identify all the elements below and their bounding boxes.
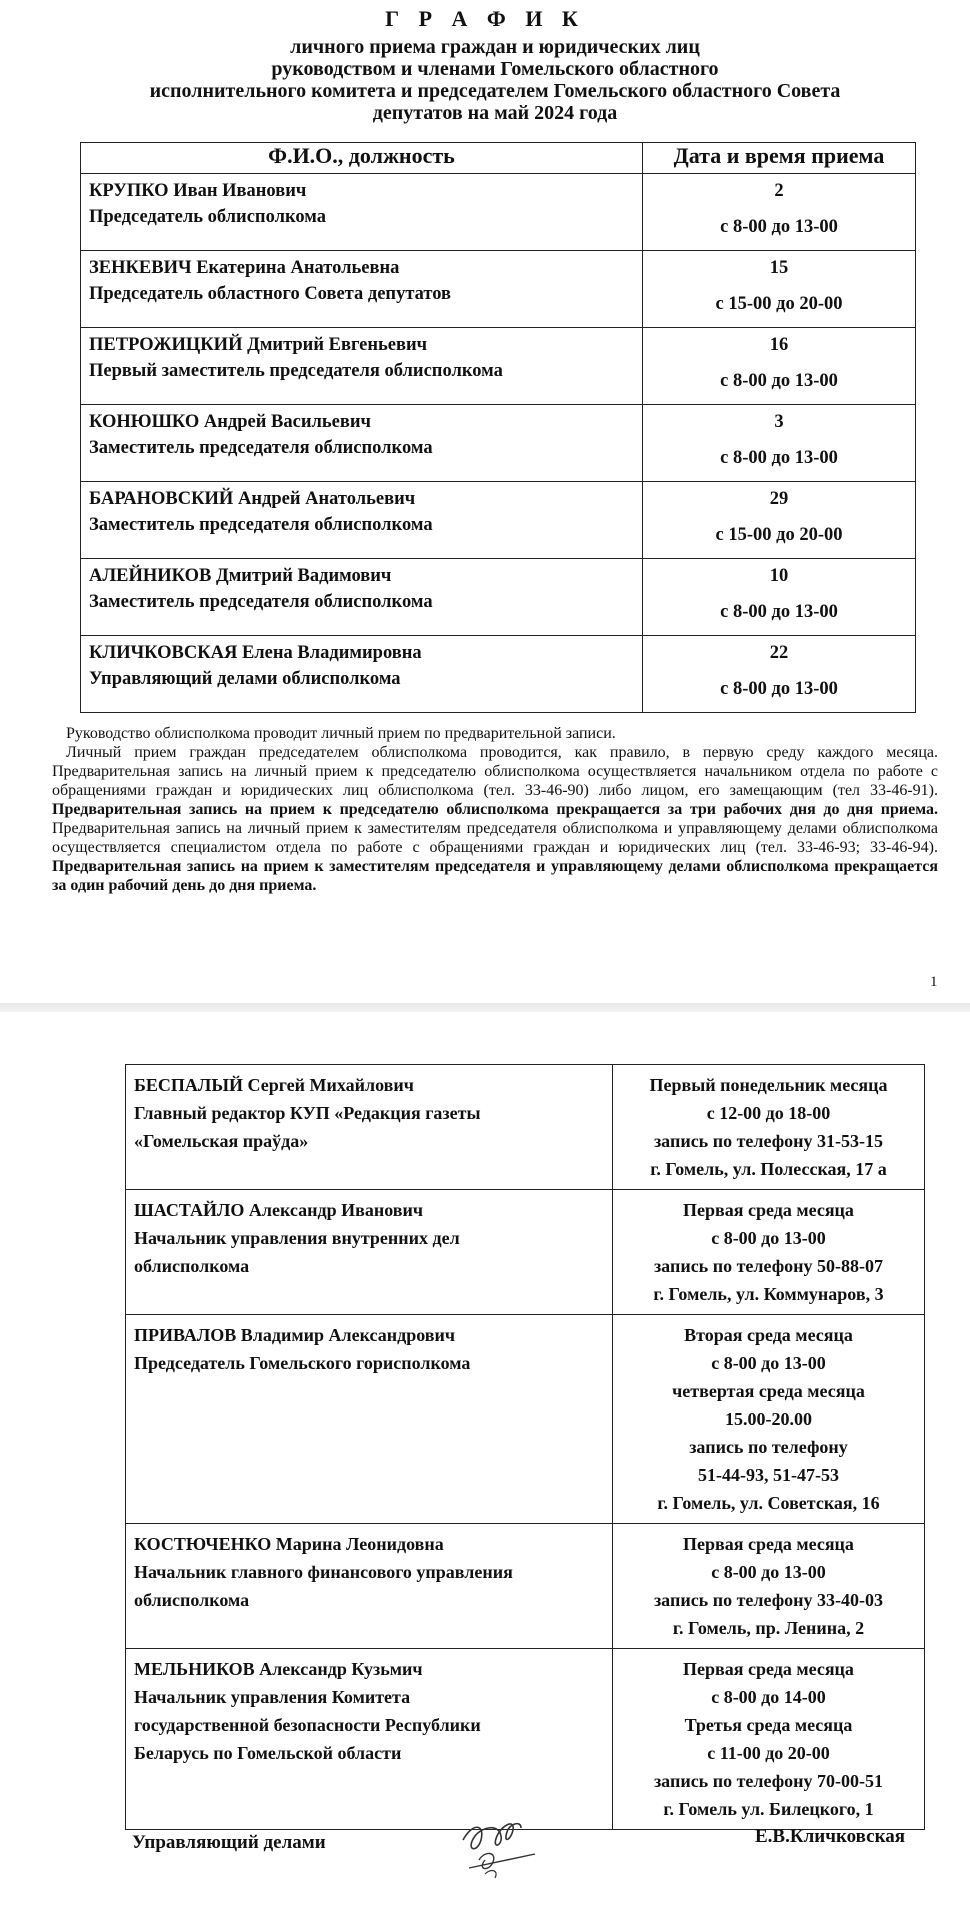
reception-time: с 8-00 до 13-00: [720, 217, 838, 237]
reception-info-line: запись по телефону 70-00-51: [653, 1771, 884, 1791]
reception-day: 15: [769, 258, 789, 278]
schedule-cell: [643, 174, 916, 251]
person-surname: АЛЕЙНИКОВ: [89, 566, 212, 586]
person-given-names: Андрей Анатольевич: [237, 489, 416, 509]
reception-info-line: 51-44-93, 51-47-53: [698, 1465, 839, 1485]
reception-info-line: Первый понедельник месяца: [649, 1075, 888, 1095]
table-row: [81, 405, 916, 482]
official-text-line: ПРИВАЛОВ Владимир Александрович: [134, 1325, 456, 1345]
official-cell: [126, 1190, 613, 1315]
person-position: Заместитель председателя облисполкома: [89, 592, 433, 612]
document-title: Г Р А Ф И К: [385, 6, 585, 31]
note-text-c: Предварительная запись на личный прием к заместителям председателя облисполкома и управляющему делами облисполкома осуществляется специалистом отдела по работе с обращениями граждан и юридических лиц (тел. 33-46-93; 33-46-94).: [52, 820, 938, 856]
person-surname: БАРАНОВСКИЙ: [89, 489, 234, 509]
signatory-name: Е.В.Кличковская: [755, 1826, 906, 1847]
person-fullname: [89, 563, 634, 589]
reception-info-line: четвертая среда месяца: [672, 1381, 865, 1401]
schedule-cell: [643, 482, 916, 559]
official-text-line: МЕЛЬНИКОВ Александр Кузьмич: [134, 1659, 423, 1679]
table-header-row: [81, 143, 916, 174]
person-given-names: Иван Иванович: [173, 181, 307, 201]
heading-line-2: руководством и членами Гомельского областного: [271, 58, 719, 80]
person-position: Заместитель председателя облисполкома: [89, 438, 433, 458]
person-given-names: Дмитрий Вадимович: [215, 566, 392, 586]
note-text-d: Предварительная запись на прием к заместителям председателя и управляющему делами облисполкома прекращается за один рабочий день до дня приема.: [52, 858, 938, 894]
official-cell: [126, 1524, 613, 1649]
table-row: [81, 636, 916, 713]
heading-line-4: депутатов на май 2024 года: [372, 102, 618, 124]
reception-info-line: запись по телефону: [689, 1437, 848, 1457]
reception-info-line: Вторая среда месяца: [684, 1325, 853, 1345]
official-text-line: облисполкома: [134, 1590, 250, 1610]
reception-time: с 15-00 до 20-00: [715, 525, 843, 545]
table-row: [81, 251, 916, 328]
reception-day: 3: [774, 412, 784, 432]
reception-info-cell: [613, 1065, 925, 1190]
signature-mark: [455, 1810, 545, 1890]
note-text-b: Предварительная запись на прием к председателю облисполкома прекращается за три рабочих дня до дня приема.: [52, 801, 938, 818]
person-cell: [81, 174, 643, 251]
person-surname: ПЕТРОЖИЦКИЙ: [89, 335, 243, 355]
person-cell: [81, 251, 643, 328]
reception-info-line: г. Гомель, пр. Ленина, 2: [672, 1618, 865, 1638]
note-text-a: Личный прием граждан председателем облисполкома проводится, как правило, в первую среду каждого месяца. Предварительная запись на личный прием к председателю облисполкома осуществляется начальником отдела по работе с обращениями граждан и юридических лиц облисполкома (тел. 33-46-90) либо лицом, его замещающим (тел 33-46-91).: [52, 744, 938, 799]
heading-line-1: личного приема граждан и юридических лиц: [290, 36, 700, 58]
reception-info-line: Первая среда месяца: [683, 1659, 854, 1679]
schedule-cell: [643, 328, 916, 405]
person-fullname: [89, 486, 634, 512]
reception-day: 10: [769, 566, 789, 586]
person-position: Заместитель председателя облисполкома: [89, 515, 433, 535]
column-header-time: Дата и время приема: [643, 143, 916, 174]
person-surname: КЛИЧКОВСКАЯ: [89, 643, 238, 663]
reception-info-line: Первая среда месяца: [683, 1534, 854, 1554]
person-fullname: [89, 255, 634, 281]
person-given-names: Дмитрий Евгеньевич: [247, 335, 428, 355]
table-row: [126, 1190, 925, 1315]
reception-day: 2: [774, 181, 784, 201]
reception-info-cell: [613, 1315, 925, 1524]
table-row: [81, 328, 916, 405]
note-paragraph-2: [52, 743, 938, 895]
official-cell: [126, 1315, 613, 1524]
person-position: Председатель облисполкома: [89, 207, 326, 227]
table-row: [81, 174, 916, 251]
person-surname: ЗЕНКЕВИЧ: [89, 258, 192, 278]
official-text-line: ШАСТАЙЛО Александр Иванович: [134, 1200, 423, 1220]
table-row: [81, 482, 916, 559]
reception-info-cell: [613, 1649, 925, 1830]
person-position: Управляющий делами облисполкома: [89, 669, 401, 689]
schedule-cell: [643, 636, 916, 713]
reception-info-line: Третья среда месяца: [684, 1715, 853, 1735]
table-row: [126, 1649, 925, 1830]
reception-info-line: г. Гомель, ул. Коммунаров, 3: [653, 1284, 884, 1304]
official-cell: [126, 1649, 613, 1830]
column-header-name: Ф.И.О., должность: [81, 143, 643, 174]
reception-info-line: с 8-00 до 13-00: [711, 1353, 826, 1373]
reception-day: 16: [769, 335, 789, 355]
person-position: Председатель областного Совета депутатов: [89, 284, 452, 304]
reception-info-line: запись по телефону 50-88-07: [653, 1256, 884, 1276]
reception-time: с 8-00 до 13-00: [720, 602, 838, 622]
note-paragraph-1: Руководство облисполкома проводит личный прием по предварительной записи.: [66, 725, 616, 742]
official-text-line: Беларусь по Гомельской области: [134, 1743, 402, 1763]
reception-info-cell: [613, 1190, 925, 1315]
official-text-line: Начальник главного финансового управления: [134, 1562, 513, 1582]
person-given-names: Андрей Васильевич: [203, 412, 371, 432]
official-text-line: государственной безопасности Республики: [134, 1715, 481, 1735]
reception-info-line: запись по телефону 33-40-03: [653, 1590, 884, 1610]
page-number: 1: [930, 974, 938, 990]
official-text-line: Председатель Гомельского горисполкома: [134, 1353, 471, 1373]
table-row: [81, 559, 916, 636]
reception-time: с 8-00 до 13-00: [720, 448, 838, 468]
reception-info-cell: [613, 1524, 925, 1649]
official-text-line: «Гомельская праўда»: [134, 1131, 309, 1151]
person-fullname: [89, 332, 634, 358]
person-surname: КРУПКО: [89, 181, 169, 201]
person-cell: [81, 405, 643, 482]
official-text-line: Начальник управления внутренних дел: [134, 1228, 460, 1248]
schedule-table-officials: [125, 1064, 925, 1830]
person-given-names: Елена Владимировна: [241, 643, 422, 663]
reception-info-line: г. Гомель, ул. Полесская, 17 а: [650, 1159, 887, 1179]
reception-info-line: с 11-00 до 20-00: [707, 1743, 830, 1763]
person-cell: [81, 636, 643, 713]
reception-time: с 8-00 до 13-00: [720, 371, 838, 391]
reception-info-line: с 8-00 до 13-00: [711, 1228, 826, 1248]
person-position: Первый заместитель председателя облисполкома: [89, 361, 503, 381]
table-row: [126, 1315, 925, 1524]
official-text-line: облисполкома: [134, 1256, 250, 1276]
reception-info-line: Первая среда месяца: [683, 1200, 854, 1220]
heading-line-3: исполнительного комитета и председателем Гомельского областного Совета: [149, 80, 841, 102]
official-text-line: БЕСПАЛЫЙ Сергей Михайлович: [134, 1075, 414, 1095]
reception-info-line: с 12-00 до 18-00: [706, 1103, 831, 1123]
reception-info-line: г. Гомель, ул. Советская, 16: [657, 1493, 880, 1513]
schedule-cell: [643, 559, 916, 636]
person-surname: КОНЮШКО: [89, 412, 200, 432]
reception-day: 29: [769, 489, 789, 509]
reception-info-line: с 8-00 до 13-00: [711, 1562, 826, 1582]
person-cell: [81, 559, 643, 636]
reception-day: 22: [769, 643, 789, 663]
person-cell: [81, 482, 643, 559]
table-row: [126, 1524, 925, 1649]
schedule-cell: [643, 251, 916, 328]
reception-info-line: г. Гомель ул. Билецкого, 1: [663, 1799, 874, 1819]
person-given-names: Екатерина Анатольевна: [196, 258, 400, 278]
notes-block: [52, 724, 938, 895]
schedule-cell: [643, 405, 916, 482]
reception-info-line: запись по телефону 31-53-15: [653, 1131, 884, 1151]
person-fullname: [89, 409, 634, 435]
official-text-line: Начальник управления Комитета: [134, 1687, 411, 1707]
reception-time: с 8-00 до 13-00: [720, 679, 838, 699]
reception-info-line: 15.00-20.00: [725, 1409, 812, 1429]
signatory-position: Управляющий делами: [132, 1832, 326, 1853]
person-fullname: [89, 178, 634, 204]
schedule-table-leadership: [80, 142, 916, 713]
person-fullname: [89, 640, 634, 666]
reception-info-line: с 8-00 до 14-00: [711, 1687, 826, 1707]
official-cell: [126, 1065, 613, 1190]
official-text-line: КОСТЮЧЕНКО Марина Леонидовна: [134, 1534, 444, 1554]
official-text-line: Главный редактор КУП «Редакция газеты: [134, 1103, 481, 1123]
person-cell: [81, 328, 643, 405]
reception-time: с 15-00 до 20-00: [715, 294, 843, 314]
table-row: [126, 1065, 925, 1190]
